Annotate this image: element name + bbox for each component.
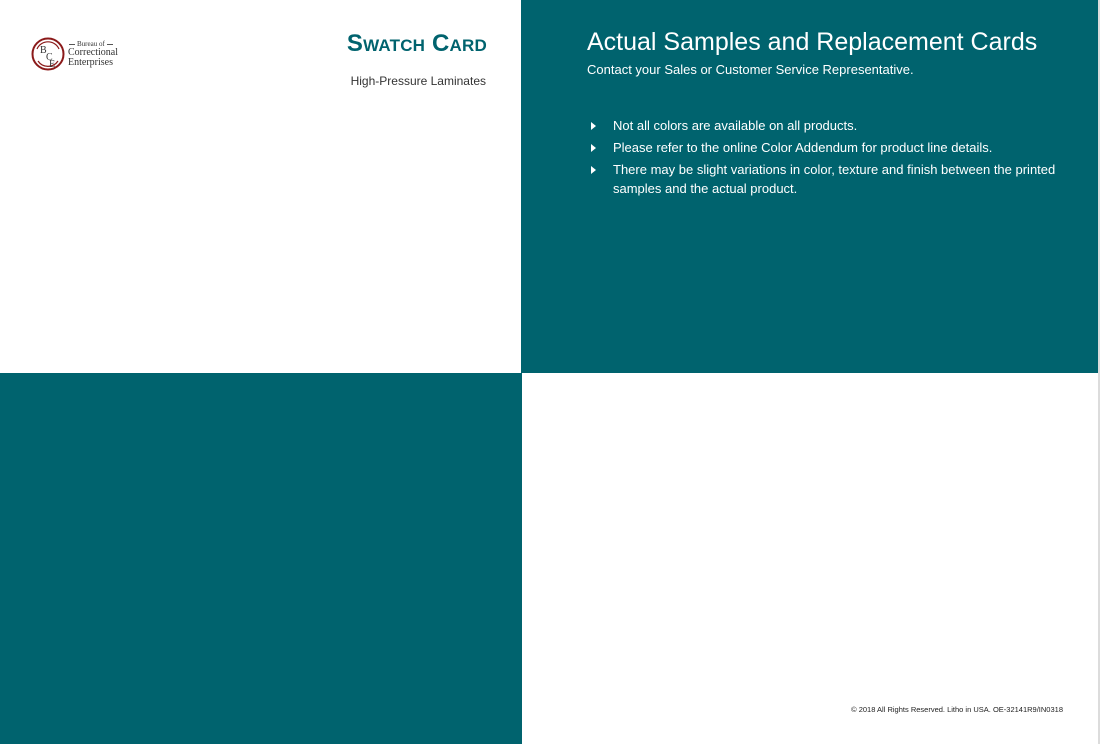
top-left-panel [0,0,521,373]
swatch-card-title: Swatch Card [346,30,487,57]
logo-bureau-text: Bureau of [67,40,115,48]
seal-letter-e: E [49,59,56,70]
swatch-card-subtitle: High-Pressure Laminates [350,74,486,88]
seal-letter-c: C [46,52,53,63]
samples-heading: Actual Samples and Replacement Cards [587,28,1038,56]
list-item [587,138,1077,157]
top-right-info-panel [521,0,1098,373]
logo-correctional-text: Correctional [68,47,118,58]
bottom-left-panel [0,373,522,744]
caret-right-icon [591,122,596,130]
contact-rep-text: Contact your Sales or Customer Service Representative. [587,62,914,77]
caret-right-icon [591,166,596,174]
caret-right-icon [591,144,596,152]
note-text: Please refer to the online Color Addendum for product line details. [613,140,993,155]
note-text: There may be slight variations in color, texture and finish between the printed samples and the actual product. [613,162,1056,196]
seal-letter-b: B [40,45,47,56]
bce-seal-icon [31,37,65,71]
copyright-text: © 2018 All Rights Reserved. Litho in USA. OE-32141R9/IN0318 [851,705,1063,714]
list-item [587,160,1077,198]
notes-list [587,116,1077,201]
bce-logo [31,37,126,73]
logo-enterprises-text: Enterprises [68,57,113,68]
bottom-right-panel [522,373,1098,744]
list-item [587,116,1077,135]
note-text: Not all colors are available on all products. [613,118,858,133]
